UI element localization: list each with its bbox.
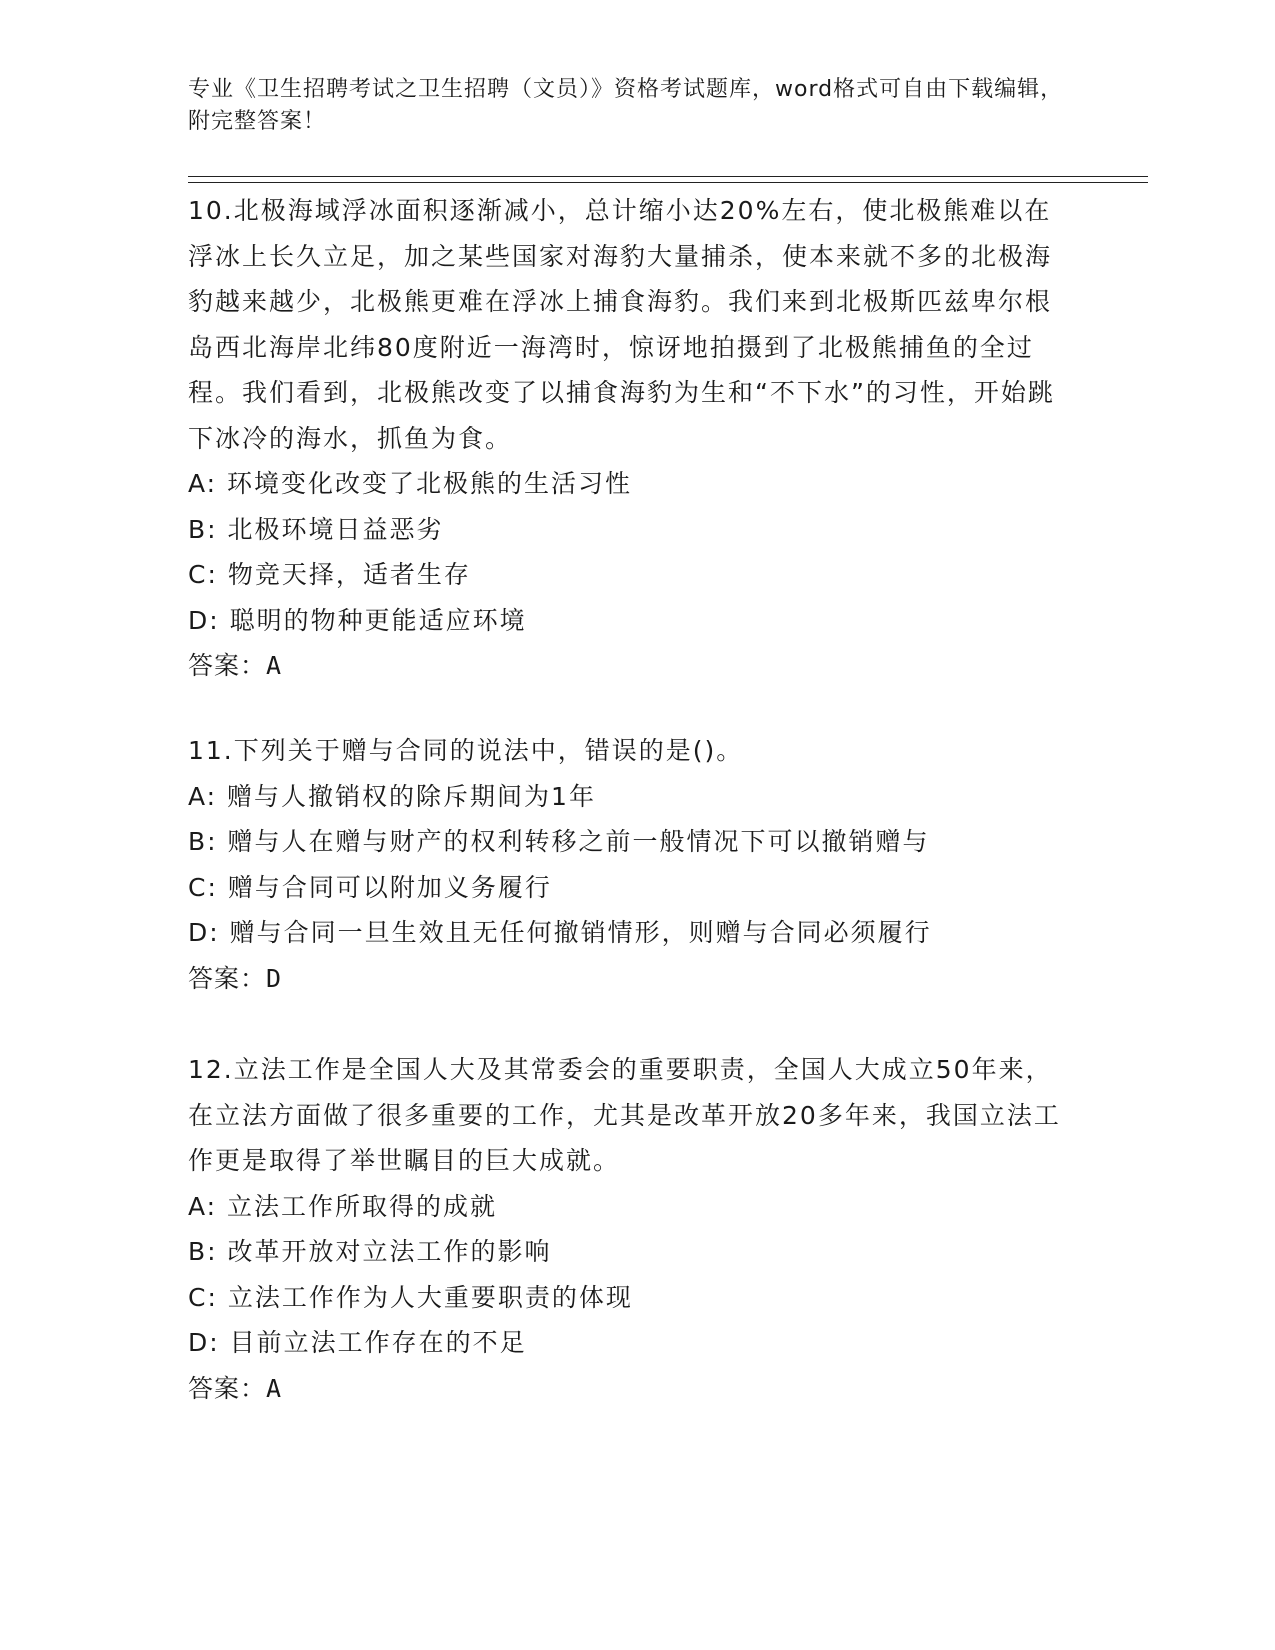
option-d: D: 赠与合同一旦生效且无任何撤销情形，则赠与合同必须履行 (188, 918, 932, 947)
option-d: D: 聪明的物种更能适应环境 (188, 605, 527, 635)
option-d: D: 目前立法工作存在的不足 (188, 1328, 527, 1357)
question-stem: 12.立法工作是全国人大及其常委会的重要职责，全国人大成立50年来，在立法方面做了很多重要的工作，尤其是改革开放20多年来，我国立法工作更是取得了举世瞩目的巨大成就。 (188, 1055, 1061, 1175)
question-11 (188, 728, 1068, 1001)
option-b: B: 赠与人在赠与财产的权利转移之前一般情况下可以撤销赠与 (188, 827, 930, 856)
option-b: B: 北极环境日益恶劣 (188, 514, 444, 544)
option-a: A: 环境变化改变了北极熊的生活习性 (188, 469, 633, 498)
option-a: A: 赠与人撤销权的除斥期间为1年 (188, 781, 596, 811)
header-divider-bottom (188, 182, 1148, 183)
option-a: A: 立法工作所取得的成就 (188, 1191, 498, 1221)
question-stem: 11.下列关于赠与合同的说法中，错误的是()。 (188, 736, 744, 765)
header-divider-top (188, 176, 1148, 177)
question-stem: 10.北极海域浮冰面积逐渐减小，总计缩小达20%左右，使北极熊难以在浮冰上长久立足，加之某些国家对海豹大量捕杀，使本来就不多的北极海豹越来越少，北极熊更难在浮冰上捕食海豹。我们来到北极斯匹兹卑尔根岛西北海岸北纬80度附近一海湾时，惊讶地拍摄到了北极熊捕鱼的全过程。我们看到，北极熊改变了以捕食海豹为生和“不下水”的习性，开始跳下冰冷的海水，抓鱼为食。 (188, 196, 1055, 453)
question-12 (188, 1047, 1068, 1411)
document-header: 专业《卫生招聘考试之卫生招聘（文员）》资格考试题库，word格式可自由下载编辑，附完整答案！ (188, 77, 1064, 134)
option-c: C: 物竞天择，适者生存 (188, 560, 471, 589)
option-c: C: 赠与合同可以附加义务履行 (188, 872, 552, 902)
option-b: B: 改革开放对立法工作的影响 (188, 1237, 552, 1266)
question-10 (188, 188, 1068, 689)
answer-line: 答案：A (188, 1373, 283, 1403)
answer-line: 答案：D (188, 963, 283, 993)
answer-line: 答案：A (188, 651, 283, 680)
option-c: C: 立法工作作为人大重要职责的体现 (188, 1282, 633, 1312)
